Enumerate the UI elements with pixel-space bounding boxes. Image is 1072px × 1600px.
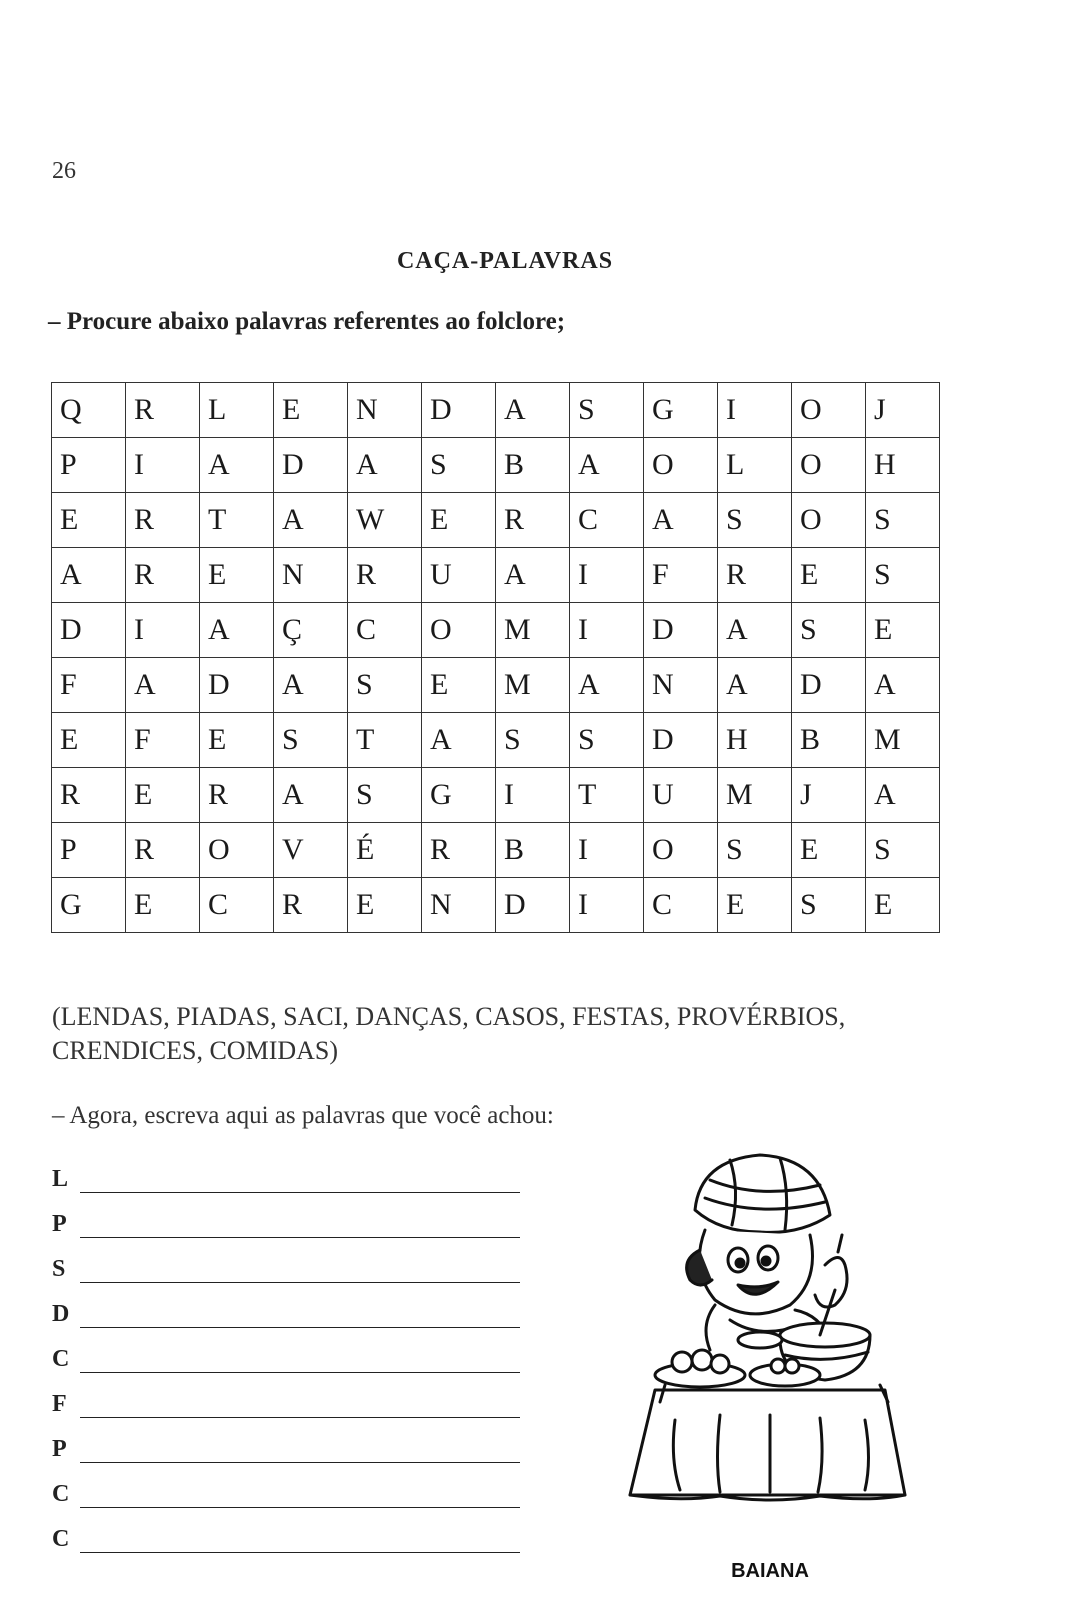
grid-cell: C [200,878,274,933]
grid-cell: R [422,823,496,878]
grid-cell: D [52,603,126,658]
grid-cell: J [792,768,866,823]
grid-cell: R [274,878,348,933]
answer-letter: C [52,1526,70,1552]
grid-cell: A [570,658,644,713]
grid-cell: S [496,713,570,768]
answer-letter: S [52,1256,66,1282]
grid-cell: L [718,438,792,493]
answer-row [52,1283,520,1328]
grid-cell: S [274,713,348,768]
grid-cell: S [570,713,644,768]
grid-cell: E [52,493,126,548]
answer-letter: L [52,1166,69,1192]
grid-cell: S [348,658,422,713]
answer-row [52,1238,520,1283]
answer-row [52,1193,520,1238]
grid-cell: D [644,603,718,658]
answer-line[interactable] [80,1528,520,1553]
grid-cell: G [422,768,496,823]
grid-cell: T [200,493,274,548]
answer-line[interactable] [80,1438,520,1463]
grid-cell: I [570,878,644,933]
grid-cell: S [348,768,422,823]
word-list: (LENDAS, PIADAS, SACI, DANÇAS, CASOS, FESTAS, PROVÉRBIOS, CRENDICES, COMIDAS) [52,1002,846,1065]
grid-cell: R [126,493,200,548]
grid-cell: M [496,603,570,658]
grid-cell: D [496,878,570,933]
grid-row [52,658,940,713]
grid-cell: A [422,713,496,768]
grid-cell: S [866,548,940,603]
grid-cell: A [496,548,570,603]
grid-cell: T [348,713,422,768]
grid-cell: I [570,548,644,603]
grid-cell: L [200,383,274,438]
grid-cell: C [348,603,422,658]
grid-cell: I [570,823,644,878]
answer-line[interactable] [80,1258,520,1283]
grid-cell: A [570,438,644,493]
grid-cell: S [866,493,940,548]
grid-cell: A [126,658,200,713]
grid-cell: E [866,878,940,933]
grid-cell: A [866,658,940,713]
grid-cell: E [348,878,422,933]
grid-cell: E [126,768,200,823]
grid-cell: B [496,823,570,878]
grid-cell: A [274,658,348,713]
answer-row [52,1508,520,1553]
answer-row [52,1148,520,1193]
grid-cell: E [274,383,348,438]
grid-cell: A [718,603,792,658]
grid-row [52,768,940,823]
grid-row [52,493,940,548]
grid-cell: O [644,438,718,493]
answer-letter: C [52,1481,70,1507]
answer-letter: P [52,1211,67,1237]
grid-cell: U [422,548,496,603]
grid-cell: R [52,768,126,823]
grid-cell: W [348,493,422,548]
grid-cell: O [200,823,274,878]
grid-row [52,823,940,878]
grid-cell: Q [52,383,126,438]
grid-cell: P [52,823,126,878]
answer-letter: F [52,1391,67,1417]
grid-cell: M [718,768,792,823]
grid-cell: D [644,713,718,768]
grid-cell: U [644,768,718,823]
grid-cell: A [718,658,792,713]
illustration-caption: BAIANA [731,1560,809,1582]
grid-cell: R [348,548,422,603]
grid-cell: R [496,493,570,548]
grid-cell: B [496,438,570,493]
grid-cell: R [200,768,274,823]
grid-cell: N [422,878,496,933]
grid-cell: I [126,603,200,658]
answer-line[interactable] [80,1168,520,1193]
grid-cell: O [644,823,718,878]
grid-cell: D [200,658,274,713]
answer-prompt: – Agora, escreva aqui as palavras que você achou: [52,1102,554,1129]
page-number: 26 [52,158,76,184]
grid-cell: E [792,823,866,878]
grid-cell: G [52,878,126,933]
grid-cell: S [718,493,792,548]
answer-line[interactable] [80,1393,520,1418]
grid-cell: E [718,878,792,933]
grid-cell: O [792,383,866,438]
answer-row [52,1328,520,1373]
grid-row [52,383,940,438]
grid-cell: J [866,383,940,438]
grid-cell: S [866,823,940,878]
grid-cell: A [866,768,940,823]
grid-cell: B [792,713,866,768]
grid-cell: A [274,768,348,823]
grid-cell: S [792,878,866,933]
grid-cell: T [570,768,644,823]
grid-cell: S [792,603,866,658]
grid-cell: I [718,383,792,438]
grid-cell: A [200,603,274,658]
answer-list [52,1148,520,1553]
grid-cell: A [348,438,422,493]
grid-cell: E [126,878,200,933]
grid-cell: A [644,493,718,548]
grid-cell: E [200,713,274,768]
answer-letter: D [52,1301,70,1327]
page-title: CAÇA-PALAVRAS [396,248,614,274]
grid-cell: G [644,383,718,438]
answer-letter: P [52,1436,67,1462]
grid-cell: C [644,878,718,933]
grid-cell: D [422,383,496,438]
grid-cell: A [496,383,570,438]
grid-cell: E [866,603,940,658]
grid-cell: A [52,548,126,603]
grid-cell: D [792,658,866,713]
grid-cell: N [348,383,422,438]
grid-cell: S [570,383,644,438]
grid-cell: F [644,548,718,603]
answer-row [52,1463,520,1508]
answer-line[interactable] [80,1348,520,1373]
grid-cell: P [52,438,126,493]
grid-cell: F [126,713,200,768]
grid-cell: O [422,603,496,658]
grid-cell: A [200,438,274,493]
grid-cell: O [792,493,866,548]
grid-cell: D [274,438,348,493]
grid-cell: N [644,658,718,713]
grid-cell: F [52,658,126,713]
grid-row [52,878,940,933]
grid-row [52,548,940,603]
grid-cell: E [200,548,274,603]
grid-cell: É [348,823,422,878]
grid-cell: A [274,493,348,548]
grid-cell: I [496,768,570,823]
grid-cell: I [570,603,644,658]
grid-cell: V [274,823,348,878]
grid-cell: R [126,383,200,438]
answer-row [52,1418,520,1463]
answer-row [52,1373,520,1418]
grid-row [52,713,940,768]
word-search-grid [51,382,940,933]
grid-cell: I [126,438,200,493]
grid-cell: R [718,548,792,603]
baiana-illustration [620,1140,930,1540]
answer-letter: C [52,1346,70,1372]
instruction-text: – Procure abaixo palavras referentes ao folclore; [48,308,566,335]
grid-row [52,438,940,493]
grid-cell: O [792,438,866,493]
grid-cell: Ç [274,603,348,658]
grid-cell: E [792,548,866,603]
grid-cell: H [718,713,792,768]
grid-cell: S [718,823,792,878]
grid-cell: E [422,493,496,548]
grid-cell: C [570,493,644,548]
grid-cell: S [422,438,496,493]
grid-cell: M [496,658,570,713]
grid-cell: R [126,548,200,603]
answer-line[interactable] [80,1213,520,1238]
grid-cell: H [866,438,940,493]
grid-cell: E [52,713,126,768]
grid-cell: E [422,658,496,713]
grid-row [52,603,940,658]
grid-cell: M [866,713,940,768]
answer-line[interactable] [80,1483,520,1508]
grid-cell: R [126,823,200,878]
answer-line[interactable] [80,1303,520,1328]
grid-cell: N [274,548,348,603]
